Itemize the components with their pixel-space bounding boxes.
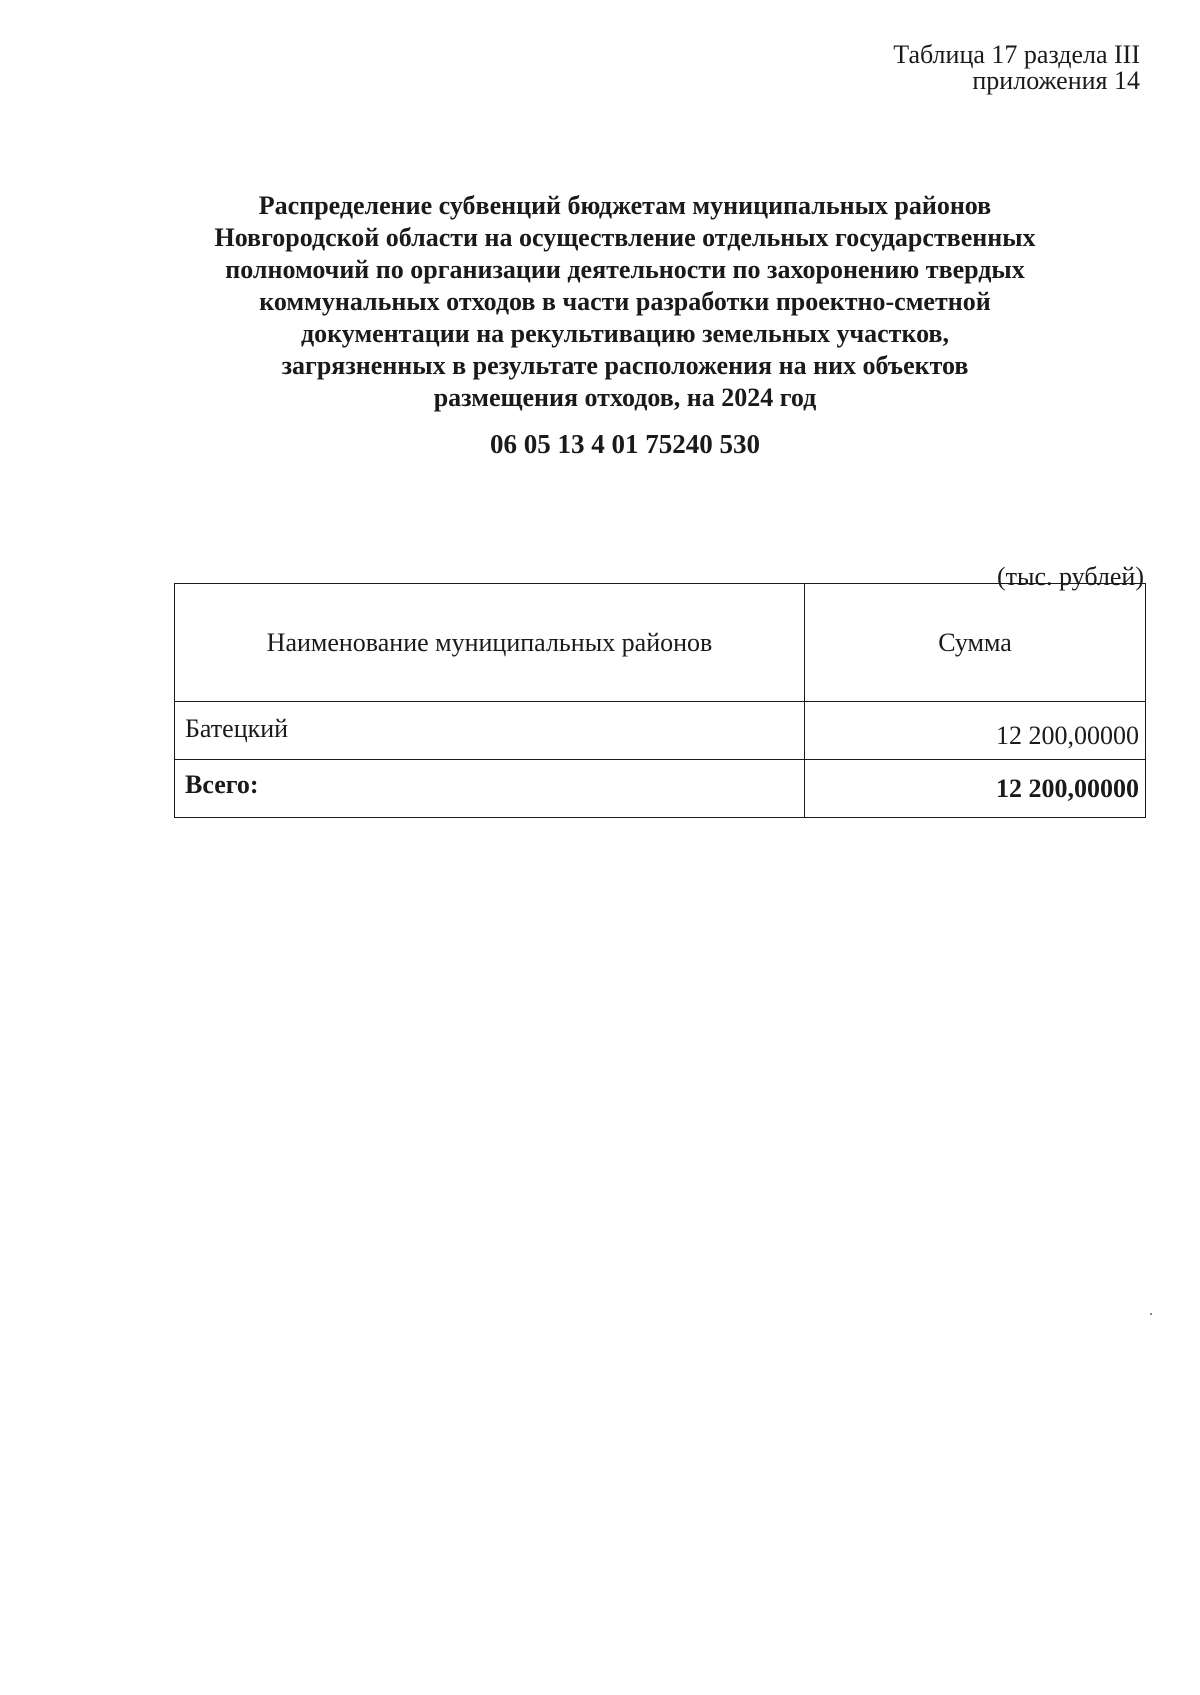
title-line-3: полномочий по организации деятельности по захоронению твердых	[225, 255, 1025, 284]
units-label: (тыс. рублей)	[996, 562, 1144, 591]
title-line-5: документации на рекультивацию земельных участков,	[301, 319, 949, 348]
district-name-cell: Батецкий	[175, 702, 805, 760]
scan-speck	[1150, 1313, 1152, 1315]
title-line-4: коммунальных отходов в части разработки проектно-сметной	[259, 287, 991, 316]
header-district-name: Наименование муниципальных районов	[175, 584, 805, 702]
table-header-row	[175, 584, 1146, 702]
table-row	[175, 702, 1146, 760]
table-reference	[893, 42, 1140, 94]
budget-classification-code: 06 05 13 4 01 75240 530	[490, 429, 760, 459]
table-reference-line-1: Таблица 17 раздела III	[893, 40, 1140, 69]
total-amount-cell: 12 200,00000	[805, 760, 1146, 818]
title-line-2: Новгородской области на осуществление отдельных государственных	[214, 223, 1036, 252]
amount-cell: 12 200,00000	[805, 702, 1146, 760]
title-line-1: Распределение субвенций бюджетам муниципальных районов	[258, 191, 992, 220]
table-reference-line-2: приложения 14	[972, 66, 1140, 95]
document-title	[150, 190, 1100, 414]
title-line-6: загрязненных в результате расположения на них объектов	[281, 351, 969, 380]
header-amount: Сумма	[805, 584, 1146, 702]
total-row	[175, 760, 1146, 818]
subsidy-table	[174, 583, 1146, 818]
title-line-7: размещения отходов, на 2024 год	[433, 383, 817, 412]
total-label-cell: Всего:	[175, 760, 805, 818]
